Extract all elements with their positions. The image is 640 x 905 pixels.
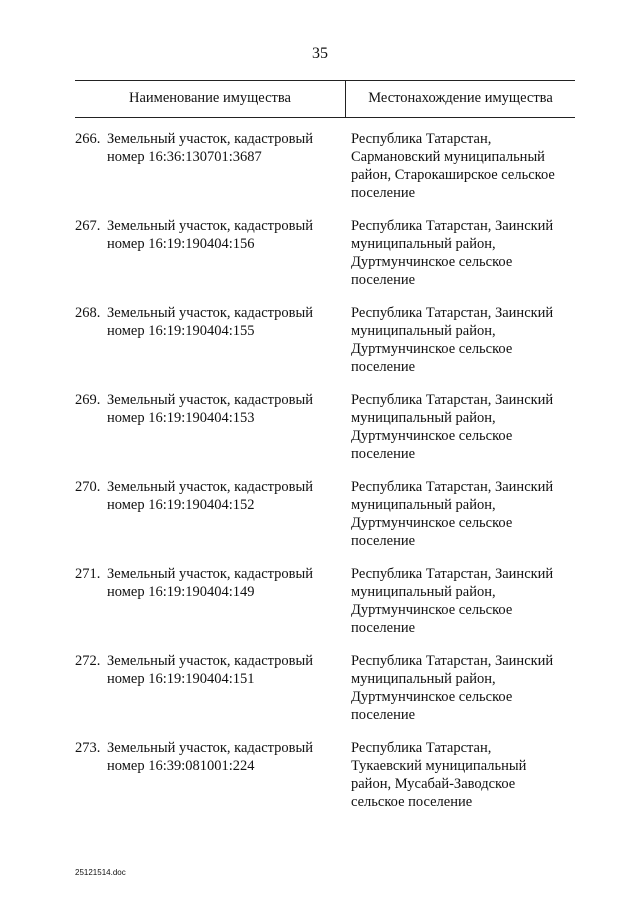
location-line: Республика Татарстан, Заинский (351, 653, 554, 669)
page-number: 35 (312, 45, 328, 62)
row-number: 271. (75, 566, 101, 582)
property-name-line: Земельный участок, кадастровый (107, 566, 314, 582)
location-line: Дуртмунчинское сельское (351, 254, 513, 270)
location-line: Тукаевский муниципальный (351, 758, 527, 774)
location-line: поселение (351, 185, 416, 201)
cadastral-number: номер 16:19:190404:156 (107, 236, 255, 252)
property-name-cell (75, 391, 340, 427)
cadastral-number: номер 16:19:190404:152 (107, 497, 255, 513)
cadastral-number: номер 16:19:190404:155 (107, 323, 255, 339)
location-line: муниципальный район, (351, 323, 496, 339)
table-row (75, 478, 575, 565)
property-location-cell (351, 217, 575, 289)
location-line: Республика Татарстан, (351, 131, 492, 147)
location-line: Республика Татарстан, (351, 740, 492, 756)
location-line: район, Старокаширское сельское (351, 167, 555, 183)
property-name-line: Земельный участок, кадастровый (107, 305, 314, 321)
property-name-line: Земельный участок, кадастровый (107, 131, 314, 147)
row-number: 266. (75, 131, 101, 147)
property-name-line: Земельный участок, кадастровый (107, 479, 314, 495)
table-row (75, 652, 575, 739)
property-location-cell (351, 652, 575, 724)
location-line: поселение (351, 707, 416, 723)
location-line: сельское поселение (351, 794, 473, 810)
location-line: поселение (351, 533, 416, 549)
location-line: район, Мусабай-Заводское (351, 776, 516, 792)
property-name-cell (75, 565, 340, 601)
table-header (75, 80, 575, 118)
table-row (75, 304, 575, 391)
location-line: Дуртмунчинское сельское (351, 689, 513, 705)
row-number: 270. (75, 479, 101, 495)
row-number: 269. (75, 392, 101, 408)
row-number: 273. (75, 740, 101, 756)
property-name-line: Земельный участок, кадастровый (107, 653, 314, 669)
table-row (75, 565, 575, 652)
property-name-cell (75, 739, 340, 775)
table-row (75, 739, 575, 826)
header-property-location: Местонахождение имущества (368, 90, 553, 106)
property-name-line: Земельный участок, кадастровый (107, 392, 314, 408)
property-name-line: Земельный участок, кадастровый (107, 218, 314, 234)
cadastral-number: номер 16:19:190404:151 (107, 671, 255, 687)
table-row (75, 217, 575, 304)
cadastral-number: номер 16:39:081001:224 (107, 758, 255, 774)
location-line: муниципальный район, (351, 584, 496, 600)
property-location-cell (351, 130, 575, 202)
cadastral-number: номер 16:19:190404:153 (107, 410, 255, 426)
location-line: Республика Татарстан, Заинский (351, 392, 554, 408)
property-location-cell (351, 304, 575, 376)
location-line: Дуртмунчинское сельское (351, 602, 513, 618)
row-number: 268. (75, 305, 101, 321)
location-line: Республика Татарстан, Заинский (351, 566, 554, 582)
property-name-line: Земельный участок, кадастровый (107, 740, 314, 756)
property-name-cell (75, 478, 340, 514)
location-line: Дуртмунчинское сельское (351, 428, 513, 444)
location-line: Дуртмунчинское сельское (351, 341, 513, 357)
location-line: Сармановский муниципальный (351, 149, 545, 165)
table-row (75, 130, 575, 217)
location-line: Республика Татарстан, Заинский (351, 305, 554, 321)
property-location-cell (351, 478, 575, 550)
location-line: поселение (351, 446, 416, 462)
property-location-cell (351, 739, 575, 811)
location-line: поселение (351, 620, 416, 636)
table-row (75, 391, 575, 478)
header-property-name: Наименование имущества (129, 90, 291, 106)
location-line: муниципальный район, (351, 671, 496, 687)
property-location-cell (351, 391, 575, 463)
property-name-cell (75, 304, 340, 340)
row-number: 272. (75, 653, 101, 669)
cadastral-number: номер 16:36:130701:3687 (107, 149, 262, 165)
property-list (75, 130, 575, 826)
location-line: муниципальный район, (351, 410, 496, 426)
location-line: Дуртмунчинское сельское (351, 515, 513, 531)
location-line: поселение (351, 272, 416, 288)
property-name-cell (75, 130, 340, 166)
location-line: муниципальный район, (351, 497, 496, 513)
cadastral-number: номер 16:19:190404:149 (107, 584, 255, 600)
property-name-cell (75, 652, 340, 688)
location-line: муниципальный район, (351, 236, 496, 252)
location-line: Республика Татарстан, Заинский (351, 218, 554, 234)
location-line: Республика Татарстан, Заинский (351, 479, 554, 495)
property-name-cell (75, 217, 340, 253)
location-line: поселение (351, 359, 416, 375)
row-number: 267. (75, 218, 101, 234)
property-location-cell (351, 565, 575, 637)
document-filename: 25121514.doc (75, 868, 126, 877)
